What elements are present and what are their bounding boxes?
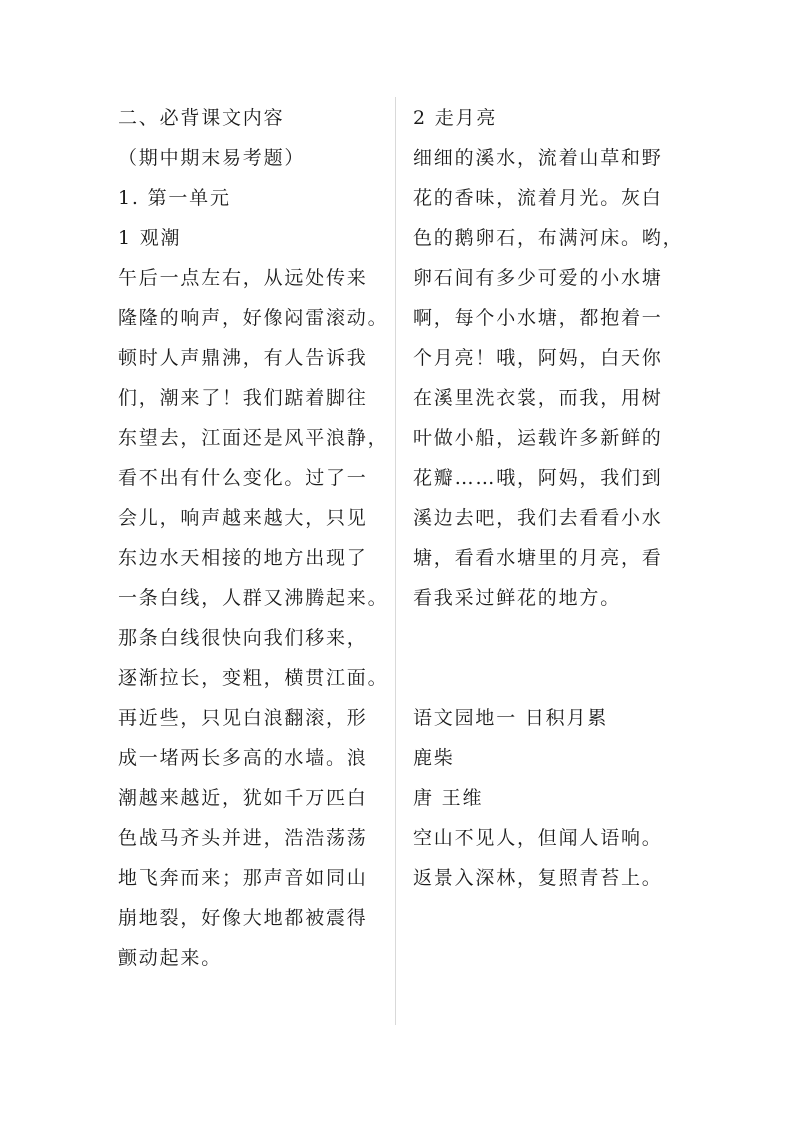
left-column — [118, 100, 388, 980]
left-text-line-18: 潮越来越近，犹如千万匹白 — [118, 787, 368, 809]
right-text-line-9: 叶做小船，运载许多新鲜的 — [413, 427, 663, 449]
right-text-line-8: 在溪里洗衣裳，而我，用树 — [413, 387, 663, 409]
right-text-line-4: 色的鹅卵石，布满河床。哟， — [413, 227, 684, 249]
right-text-line-13: 看我采过鲜花的地方。 — [413, 587, 622, 609]
left-text-line-22: 颤动起来。 — [118, 947, 223, 969]
right-column-bottom — [413, 700, 693, 900]
left-text-line-7: 顿时人声鼎沸，有人告诉我 — [118, 347, 368, 369]
column-divider — [395, 97, 396, 1025]
poem-line-3: 唐 王维 — [413, 787, 484, 809]
poem-line-5: 返景入深林，复照青苔上。 — [413, 867, 663, 889]
poem-line-1: 语文园地一 日积月累 — [413, 707, 609, 729]
left-text-line-15: 逐渐拉长，变粗，横贯江面。 — [118, 667, 389, 689]
right-text-line-10: 花瓣……哦，阿妈，我们到 — [413, 467, 663, 489]
left-text-line-5: 午后一点左右，从远处传来 — [118, 267, 368, 289]
section-gap — [413, 620, 693, 700]
left-text-line-1: 二、必背课文内容 — [118, 107, 285, 129]
left-text-line-4: 1 观潮 — [118, 227, 182, 249]
right-text-line-7: 个月亮！哦，阿妈，白天你 — [413, 347, 663, 369]
right-text-line-3: 花的香味，流着月光。灰白 — [413, 187, 663, 209]
left-text-line-10: 看不出有什么变化。过了一 — [118, 467, 368, 489]
poem-line-4: 空山不见人，但闻人语响。 — [413, 827, 663, 849]
left-text-line-6: 隆隆的响声，好像闷雷滚动。 — [118, 307, 389, 329]
left-text-line-21: 崩地裂，好像大地都被震得 — [118, 907, 368, 929]
right-text-line-5: 卵石间有多少可爱的小水塘 — [413, 267, 663, 289]
left-text-line-16: 再近些，只见白浪翻滚，形 — [118, 707, 368, 729]
right-text-line-11: 溪边去吧，我们去看看小水 — [413, 507, 663, 529]
left-text-line-12: 东边水天相接的地方出现了 — [118, 547, 368, 569]
right-text-line-2: 细细的溪水，流着山草和野 — [413, 147, 663, 169]
left-text-line-3: 1. 第一单元 — [118, 187, 231, 209]
poem-line-2: 鹿柴 — [413, 747, 455, 769]
left-text-line-17: 成一堵两长多高的水墙。浪 — [118, 747, 368, 769]
left-text-line-19: 色战马齐头并进，浩浩荡荡 — [118, 827, 368, 849]
right-text-line-6: 啊，每个小水塘，都抱着一 — [413, 307, 663, 329]
right-text-line-1: 2 走月亮 — [413, 107, 498, 129]
left-text-line-14: 那条白线很快向我们移来， — [118, 627, 368, 649]
left-text-line-8: 们，潮来了！我们踮着脚往 — [118, 387, 368, 409]
left-text-line-13: 一条白线，人群又沸腾起来。 — [118, 587, 389, 609]
left-text-line-11: 会儿，响声越来越大，只见 — [118, 507, 368, 529]
left-text-line-2: （期中期末易考题） — [118, 147, 306, 169]
left-text-line-9: 东望去，江面还是风平浪静， — [118, 427, 389, 449]
right-column-top — [413, 100, 693, 620]
right-text-line-12: 塘，看看水塘里的月亮，看 — [413, 547, 663, 569]
left-text-line-20: 地飞奔而来；那声音如同山 — [118, 867, 368, 889]
right-column — [413, 100, 693, 900]
